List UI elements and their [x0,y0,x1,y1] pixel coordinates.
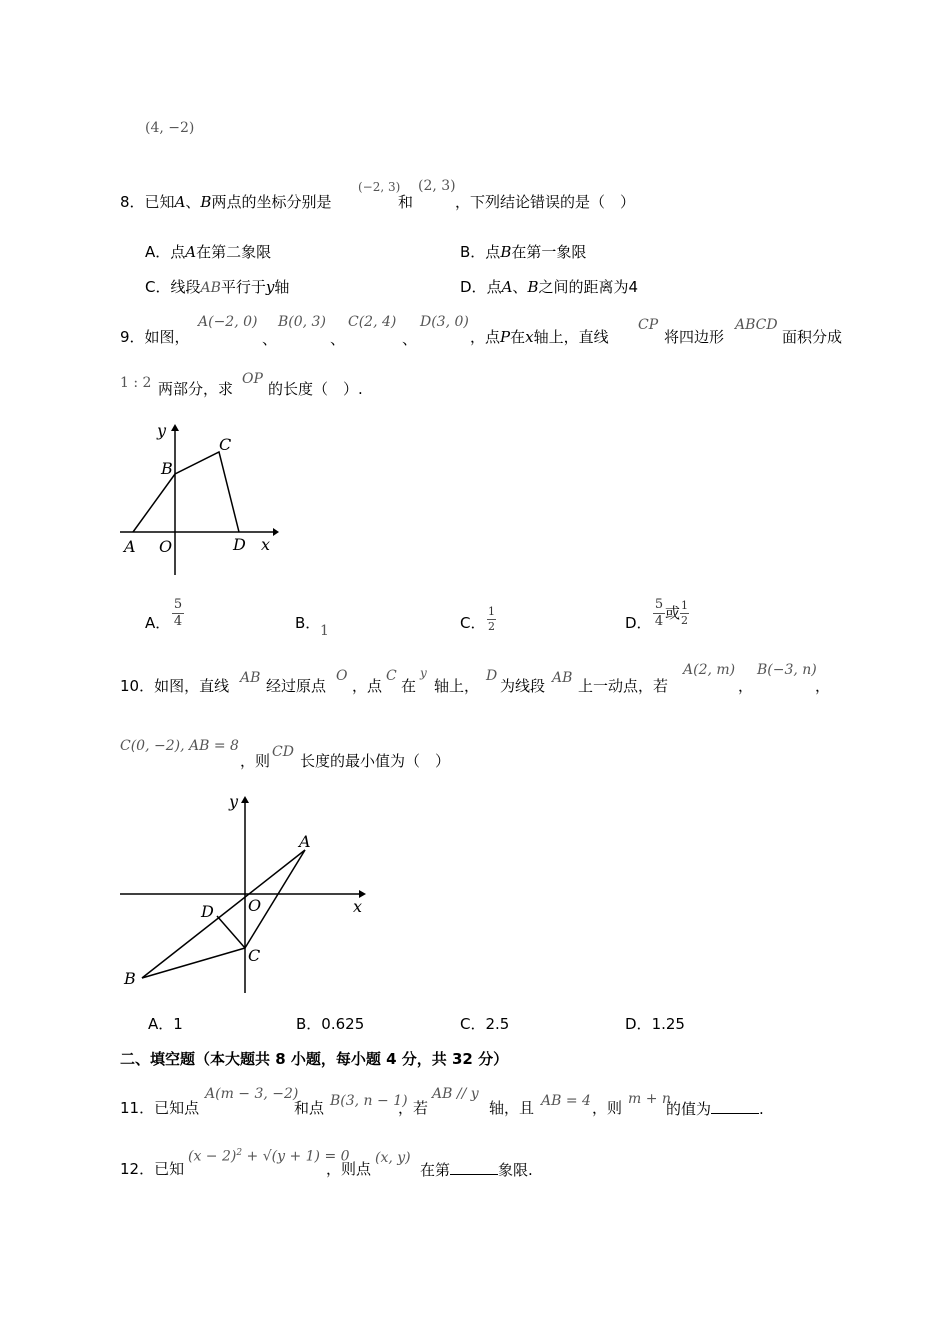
q9-stem-c: 在 [510,328,526,346]
q10-option-a-value: 1 [173,1015,183,1033]
q8-option-a-point: A [185,243,197,261]
q9-number-stem [120,328,190,346]
q10-stem-b: 经过原点 [266,677,327,695]
q8-option-c-text2: 平行于 [220,278,266,296]
q9-stem-f: 面积分成 [782,328,843,346]
q9-sep-3: 、 [402,330,418,348]
q9-number: 9． [120,328,145,346]
q8-option-b-point: B [500,243,512,261]
q8-point-b: B [200,193,212,211]
q10-option-c-value: 2.5 [485,1015,510,1033]
q9-quadrilateral [133,452,239,532]
q10-d: D [486,668,498,684]
q9-x: x [525,328,534,346]
q9-option-c-label: C． [460,614,486,632]
q11-expr: m + n [628,1091,671,1107]
q8-option-b-text2: 在第一象限 [511,243,587,261]
q12-stem-1 [120,1160,184,1178]
q12-answer-area [420,1160,533,1179]
q9-quad-abcd: ABCD [735,317,778,333]
q8-option-a-label: A． [145,243,171,261]
q8-option-c-label: C． [145,278,171,296]
q8-option-d [460,278,638,296]
q9-fig-c: C [219,435,232,454]
q9-fig-y: y [157,421,167,440]
q10-option-a-label: A． [148,1015,174,1033]
q9-option-c-value [487,606,496,632]
q10-fig-b: B [124,969,136,988]
q10-stem-g: 上一动点，若 [578,677,669,695]
q8-stem-b: 两点的坐标分别是 [211,193,332,211]
q10-stem-c: ，点 [352,677,383,695]
q9-x-axis-arrow [273,528,279,536]
q9-option-b-label: B． [295,614,321,632]
q10-cd: CD [272,744,294,760]
q8-option-a-text1: 点 [170,243,186,261]
q9-figure [115,418,285,583]
q9-stem-g: 两部分，求 [158,380,234,398]
q11-answer-blank[interactable] [711,1099,759,1114]
q12-stem-c: 在第 [420,1161,451,1179]
q8-option-b-text1: 点 [485,243,501,261]
q8-option-d-text1: 点 [486,278,502,296]
q10-fig-a: A [299,832,311,851]
q10-point-b: B(−3, n) [757,662,817,678]
q9-option-a-den: 4 [173,613,183,629]
q10-fig-d: D [201,902,214,921]
q12-stem-d: 象限. [498,1161,533,1179]
q9-line-cp: CP [638,317,659,333]
q9-sep-2: 、 [330,330,346,348]
q8-stem [120,193,331,211]
q8-option-a [145,243,271,261]
q10-c: C [386,668,397,684]
q8-option-c-text1: 线段 [170,278,201,296]
q11-stem-b: 和点 [294,1099,325,1117]
q10-option-a [148,1015,183,1033]
q8-sep: 、 [185,193,201,211]
q9-sep-1: 、 [262,330,278,348]
q11-stem-d: 轴，且 [489,1099,535,1117]
q9-option-d-den1: 4 [654,613,664,629]
q7-answer-d-coord: (4, −2) [145,120,195,136]
q8-option-b [460,243,586,261]
q9-option-d-value [653,598,689,628]
q8-option-d-label: D． [460,278,487,296]
q9-stem-e: 将四边形 [664,328,725,346]
q9-fig-a: A [124,537,136,556]
q9-stem-h: 的长度（ ）. [268,380,363,398]
q10-stem-h: ，则 [240,752,271,770]
q10-option-d-label: D． [625,1015,652,1033]
q10-stem-1 [120,677,229,695]
q12-expr-base: (x − 2) [188,1148,237,1165]
q9-option-d-label: D． [625,614,652,632]
q9-fig-d: D [233,535,246,554]
q8-option-b-label: B． [460,243,486,261]
q9-option-d-or: 或 [665,604,681,623]
q9-option-c-num: 1 [488,605,495,618]
q9-option-a-fraction [172,598,184,628]
q11-number: 11． [120,1099,155,1117]
q8-option-c [145,278,289,297]
q9-stem-a: 如图， [144,328,190,346]
q10-o: O [336,668,348,684]
q11-cond2: AB = 4 [541,1093,591,1109]
q9-point-d: D(3, 0) [420,314,469,330]
q9-ratio: 1 : 2 [120,375,152,391]
q10-y-axis-arrow [241,796,249,803]
q10-comma-1: ， [738,677,754,695]
q10-line-ab [142,850,305,978]
q10-segment-bc [142,948,245,978]
q11-stem-c: ，若 [398,1099,429,1117]
q8-and: 和 [398,193,414,211]
q8-coord-a: (−2, 3) [358,180,401,194]
q10-option-b-value: 0.625 [321,1015,365,1033]
q10-option-b-label: B． [296,1015,322,1033]
q11-end: . [759,1100,764,1118]
q12-expr-exponent: 2 [236,1148,243,1158]
q9-op: OP [242,371,263,387]
q10-figure [115,790,375,1000]
q10-point-a: A(2, m) [683,662,736,678]
q10-stem-i: 长度的最小值为（ ） [300,752,451,770]
q10-option-c-label: C． [460,1015,486,1033]
q10-segment-dc [217,916,245,948]
q9-option-d-num2: 1 [681,599,689,613]
q10-fig-o: O [248,896,262,915]
q8-option-d-point2: B [527,278,539,296]
q10-option-c [460,1015,509,1033]
q10-y: y [420,666,427,680]
q9-option-b-value: 1 [320,623,329,639]
q9-fig-b: B [161,459,173,478]
q9-option-c-fraction [487,606,496,632]
q9-stem-b: ，点 [470,328,501,346]
q8-option-d-sep: 、 [512,278,528,296]
q10-stem-f: 为线段 [500,677,546,695]
q8-option-c-segment: AB [200,280,221,296]
q9-option-a-label: A． [145,614,171,632]
q8-option-c-text3: 轴 [274,278,290,296]
q8-point-a: A [174,193,186,211]
q10-ab-2: AB [552,670,573,686]
q10-option-d [625,1015,685,1033]
q10-fig-c: C [248,946,261,965]
q12-stem-b: ，则点 [326,1160,372,1178]
q11-stem-f: 的值为 [666,1100,712,1118]
q9-stem-rest [470,328,609,346]
q11-stem-a: 已知点 [154,1099,200,1117]
q8-coord-b: (2, 3) [418,178,456,194]
q9-point-p: P [500,328,511,346]
q11-stem-1 [120,1099,199,1117]
q11-cond: AB // y [432,1086,479,1102]
q9-option-d-fraction2 [680,600,689,626]
q9-point-b: B(0, 3) [278,314,326,330]
q9-option-d-fraction1 [653,598,665,628]
q11-point-b: B(3, n − 1) [330,1093,408,1109]
q10-option-b [296,1015,364,1033]
q10-fig-y: y [229,792,239,811]
q11-point-a: A(m − 3, −2) [205,1086,299,1102]
q9-fig-o: O [159,537,173,556]
section2-title: 二、填空题（本大题共 8 小题，每小题 4 分，共 32 分） [120,1050,509,1068]
q10-ab: AB [240,670,261,686]
q8-stem-a: 已知 [144,193,175,211]
q11-answer-area [666,1099,764,1118]
q9-point-c: C(2, 4) [348,314,397,330]
q10-line2-expr: C(0, −2), AB = 8 [120,738,239,754]
q8-option-d-point1: A [501,278,513,296]
q9-fig-x: x [261,535,271,554]
q9-option-a-num: 5 [173,597,183,612]
q9-stem-d: 轴上，直线 [533,328,609,346]
q10-comma-2: ， [815,677,831,695]
q11-stem-e: ，则 [592,1099,623,1117]
q9-point-a: A(−2, 0) [198,314,258,330]
q9-option-d-num1: 5 [654,597,664,612]
q10-stem-a: 如图，直线 [154,677,230,695]
q8-number: 8． [120,193,145,211]
q8-option-c-axis: y [265,278,275,296]
q12-number: 12． [120,1160,155,1178]
q12-stem-a: 已知 [154,1160,185,1178]
q9-option-a-value [172,598,184,628]
q12-expr-rest: + √(y + 1) = 0 [242,1148,350,1165]
q12-point: (x, y) [375,1150,411,1166]
q10-fig-x: x [353,897,363,916]
q8-option-d-text2: 之间的距离为4 [538,278,639,296]
q10-number: 10． [120,677,155,695]
q10-stem-e: 轴上， [434,677,480,695]
q9-y-axis-arrow [171,424,179,431]
q8-option-a-text2: 在第二象限 [196,243,272,261]
q9-option-c-den: 2 [488,619,495,633]
q12-answer-blank[interactable] [450,1160,498,1175]
q8-stem-c: ，下列结论错误的是（ ） [455,193,636,211]
q9-option-d-den2: 2 [681,613,689,627]
q10-stem-d: 在 [401,677,417,695]
q10-option-d-value: 1.25 [651,1015,685,1033]
